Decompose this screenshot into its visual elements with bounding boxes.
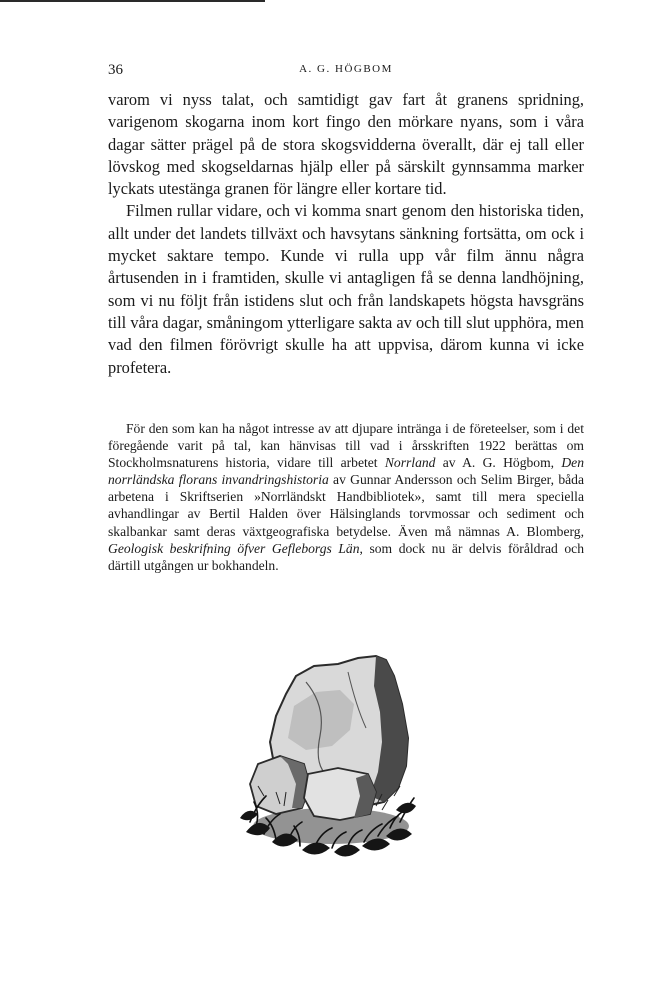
reference-note-paragraph bbox=[108, 420, 584, 574]
page-number: 36 bbox=[108, 62, 123, 78]
paragraph-2: Filmen rullar vidare, och vi komma snart genom den historiska tiden, allt under det landets tillväxt och havsytans sänkning fortsätta, om ock i mycket saktare tempo. Kunde vi rulla upp vår film ännu några årtusenden in i framtiden, skulle vi antagligen få se denna landhöjning, som vi nu följt från istidens slut och från landskapets högsta havsgräns till våra dagar, småningom ytterligare sakta av och till slut upphöra, men vad den filmen förövrigt skulle ha att uppvisa, därom kunna vi icke profetera. bbox=[108, 201, 584, 377]
note-text-segment: , som dock nu är delvis föråldrad och därtill utgången ur bokhandeln. bbox=[108, 540, 584, 573]
title-norrland: Norrland bbox=[384, 455, 436, 471]
reference-note bbox=[108, 420, 584, 574]
note-text-segment: För den som kan ha något intresse av att djupare intränga i de företeelser, som i det föregående varit på tal, kan hänvisas till vad i årsskriften 1922 berättas om Stockholmsnaturens historia, vidare till arbetet bbox=[108, 421, 584, 471]
main-text bbox=[108, 89, 584, 379]
title-geologisk-beskrifning: Geologisk beskrifning öfver Gefleborgs Län bbox=[108, 540, 360, 556]
title-norrlandska-florans: Den norrländska florans invandringshistoria bbox=[108, 455, 585, 488]
note-text-segment: av Gunnar Andersson och Selim Birger, båda arbetena i Skriftserien »Norrländskt Handbibliotek», samt till mera speciella avhandlingar av Bertil Halden över Hälsinglands torvmossar och sediment och skalbankar samt deras växtgeografiska betydelse. Även må nämnas A. Blomberg, bbox=[108, 472, 584, 539]
page-header bbox=[108, 62, 584, 84]
paragraph-1: varom vi nyss talat, och samtidigt gav fart åt granens spridning, varigenom skogarna inom kort fingo den mörkare nyans, som i våra dagar sätter prägel på de stora skogsvidderna överallt, där ej tall eller lövskog med skogseldarnas hjälp eller på särskilt gynnsamma marker lyckats utestänga granen för längre eller kortare tid. bbox=[108, 90, 584, 199]
boulder-illustration bbox=[236, 646, 418, 872]
top-rule bbox=[0, 0, 265, 2]
note-text-segment: av A. G. Högbom, bbox=[435, 455, 562, 471]
running-head: A. G. HÖGBOM bbox=[299, 63, 393, 75]
